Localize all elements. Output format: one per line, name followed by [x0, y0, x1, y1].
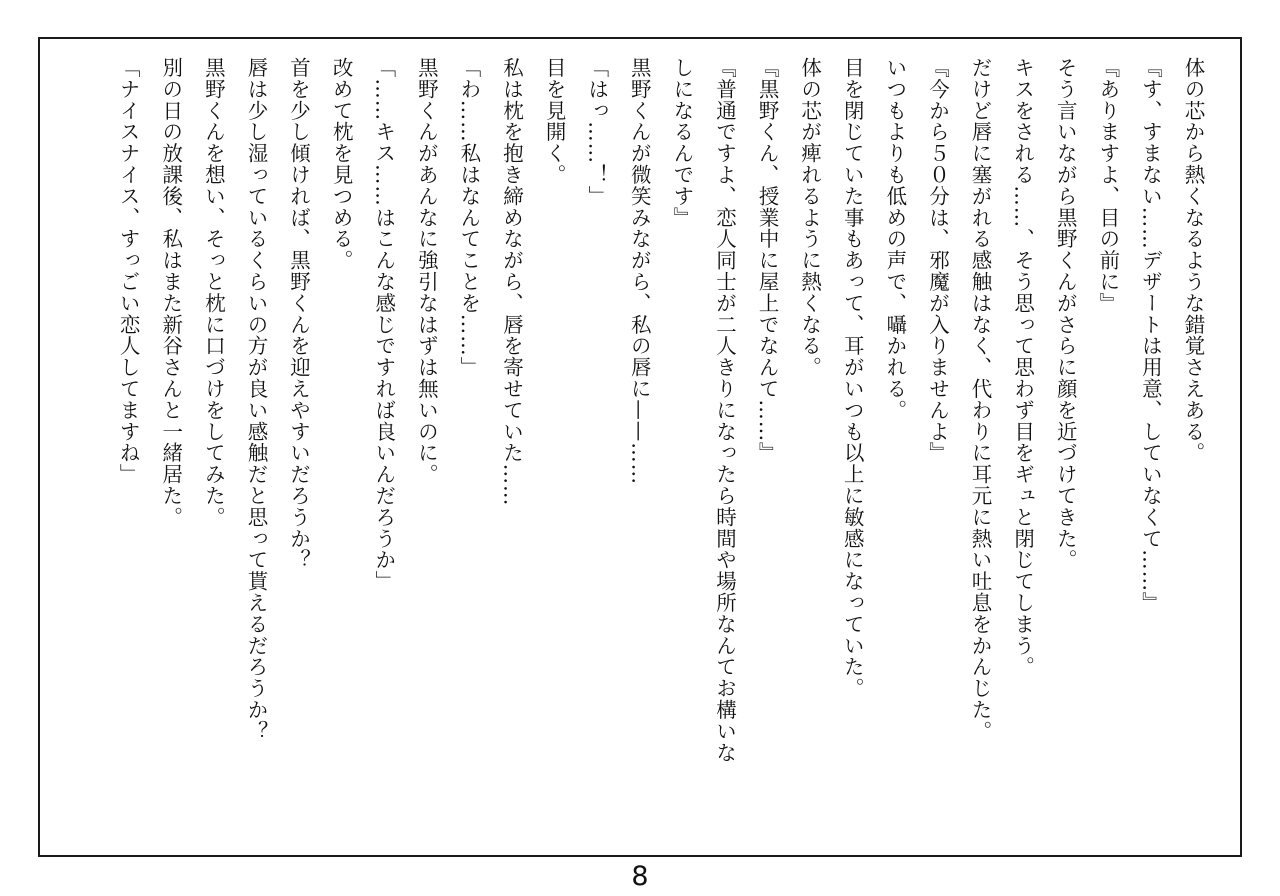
text-line: いつもよりも低めの声で、囁かれる。	[882, 57, 907, 421]
page-frame	[38, 37, 1242, 857]
text-line: だけど唇に塞がれる感触はなく、代わりに耳元に熱い吐息をかんじた。	[968, 57, 993, 742]
text-line: 黒野くんがあんなに強引なはずは無いのに。	[414, 57, 439, 485]
text-line: 体の芯から熱くなるような錯覚さえある。	[1181, 57, 1205, 464]
vertical-text-body	[107, 57, 1214, 847]
text-line: 首を少し傾ければ、黒野くんを迎えやすいだろうか？	[286, 57, 311, 571]
text-line: キスをされる……、そう思って思わず目をギュと閉じてしまう。	[1010, 57, 1035, 678]
page-number: 8	[631, 861, 649, 892]
text-line: 『ありますよ、目の前に』	[1095, 57, 1120, 314]
text-line: 黒野くんを想い、そっと枕に口づけをしてみた。	[201, 57, 226, 528]
text-line: 黒野くんが微笑みながら、私の唇に——……	[627, 57, 652, 485]
text-line: 『黒野くん、授業中に屋上でなんて……』	[755, 57, 780, 464]
text-line: 「わ……私はなんてことを……」	[456, 57, 481, 378]
text-line: 改めて枕を見つめる。	[329, 57, 354, 271]
text-line: 『今から５０分は、邪魔が入りませんよ』	[925, 57, 950, 464]
text-line: 目を閉じていた事もあって、耳がいつも以上に敏感になっていた。	[840, 57, 865, 699]
text-line: 『す、すまない……デザートは用意、していなくて……』	[1138, 57, 1163, 614]
text-line: 別の日の放課後、私はまた新谷さんと一緒居た。	[158, 57, 183, 528]
text-line: 私は枕を抱き締めながら、唇を寄せていた……	[499, 57, 524, 507]
text-line: 「はっ……！」	[584, 57, 609, 207]
text-line: 目を見開く。	[542, 57, 567, 186]
text-line: しになるんです』	[669, 57, 694, 229]
text-line: 体の芯が痺れるように熱くなる。	[797, 57, 822, 378]
text-line: 「……キス……はこんな感じですれば良いんだろうか」	[371, 57, 396, 592]
text-line: 「ナイスナイス、すっごい恋人してますね」	[116, 57, 141, 485]
text-line: そう言いながら黒野くんがさらに顔を近づけてきた。	[1053, 57, 1078, 571]
text-line: 唇は少し湿っているくらいの方が良い感触だと思って貰えるだろうか？	[243, 57, 268, 742]
text-line: 『普通ですよ、恋人同士が二人きりになったら時間や場所なんてお構いな	[712, 57, 737, 764]
